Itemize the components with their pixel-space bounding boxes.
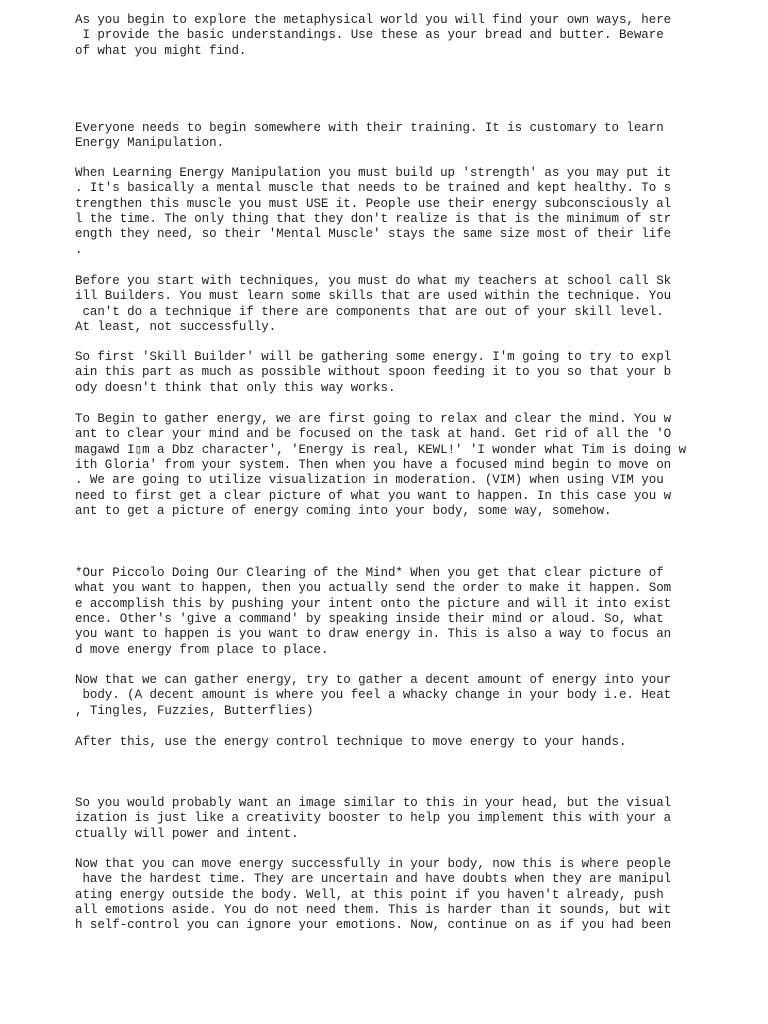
text-line: you want to happen is you want to draw energy in. This is also a way to focus an bbox=[75, 627, 672, 642]
text-line: ill Builders. You must learn some skills that are used within the technique. You bbox=[75, 289, 672, 304]
text-line: I provide the basic understandings. Use these as your bread and butter. Beware bbox=[75, 28, 664, 43]
text-line: . We are going to utilize visualization in moderation. (VIM) when using VIM you bbox=[75, 473, 664, 488]
text-line: ith Gloria' from your system. Then when you have a focused mind begin to move on bbox=[75, 458, 672, 473]
text-line: of what you might find. bbox=[75, 43, 247, 58]
text-line: have the hardest time. They are uncertain and have doubts when they are manipul bbox=[75, 872, 672, 887]
paragraph-move-to-hands bbox=[75, 735, 626, 750]
text-line: *Our Piccolo Doing Our Clearing of the Mind* When you get that clear picture of bbox=[75, 566, 664, 580]
text-line: Everyone needs to begin somewhere with their training. It is customary to learn bbox=[75, 121, 664, 135]
text-line: . It's basically a mental muscle that needs to be trained and kept healthy. To s bbox=[75, 181, 672, 196]
text-line: trengthen this muscle you must USE it. People use their energy subconsciously al bbox=[75, 196, 672, 211]
text-line: h self-control you can ignore your emotions. Now, continue on as if you had been bbox=[75, 918, 672, 933]
text-line: So you would probably want an image similar to this in your head, but the visual bbox=[75, 796, 672, 810]
text-line: Energy Manipulation. bbox=[75, 136, 225, 151]
text-line: ength they need, so their 'Mental Muscle' stays the same size most of their life bbox=[75, 227, 672, 242]
text-line: ant to clear your mind and be focused on the task at hand. Get rid of all the 'O bbox=[75, 427, 672, 442]
paragraph-visualization bbox=[75, 796, 671, 842]
text-line: d move energy from place to place. bbox=[75, 642, 329, 657]
text-line: , Tingles, Fuzzies, Butterflies) bbox=[75, 703, 314, 718]
paragraph-gather-energy bbox=[75, 412, 686, 519]
text-line: magawd I▯m a Dbz character', 'Energy is real, KEWL!' 'I wonder what Tim is doing w bbox=[75, 442, 687, 457]
paragraph-first-skill bbox=[75, 350, 671, 396]
text-line: ody doesn't think that only this way works. bbox=[75, 380, 396, 395]
paragraph-decent-amount bbox=[75, 673, 671, 719]
text-line: Now that you can move energy successfully in your body, now this is where people bbox=[75, 857, 672, 871]
text-line: . bbox=[75, 242, 83, 257]
paragraph-beginning bbox=[75, 121, 664, 152]
text-line: After this, use the energy control technique to move energy to your hands. bbox=[75, 735, 627, 749]
text-line: body. (A decent amount is where you feel a whacky change in your body i.e. Heat bbox=[75, 688, 672, 703]
text-line: As you begin to explore the metaphysical world you will find your own ways, here bbox=[75, 13, 672, 27]
text-line: So first 'Skill Builder' will be gathering some energy. I'm going to try to expl bbox=[75, 350, 672, 364]
text-line: can't do a technique if there are components that are out of your skill level. bbox=[75, 304, 664, 319]
text-line: what you want to happen, then you actually send the order to make it happen. Som bbox=[75, 581, 672, 596]
text-line: Before you start with techniques, you must do what my teachers at school call Sk bbox=[75, 274, 672, 288]
paragraph-skill-builders bbox=[75, 274, 671, 335]
text-line: ating energy outside the body. Well, at this point if you haven't already, push bbox=[75, 887, 664, 902]
paragraph-mental-muscle bbox=[75, 166, 671, 258]
paragraph-clearing-mind bbox=[75, 566, 671, 658]
paragraph-intro bbox=[75, 13, 671, 59]
text-line: e accomplish this by pushing your intent onto the picture and will it into exist bbox=[75, 596, 672, 611]
text-line: ization is just like a creativity booster to help you implement this with your a bbox=[75, 811, 672, 826]
text-line: To Begin to gather energy, we are first going to relax and clear the mind. You w bbox=[75, 412, 672, 426]
text-line: ain this part as much as possible without spoon feeding it to you so that your b bbox=[75, 365, 672, 380]
paragraph-outside-body bbox=[75, 857, 671, 934]
text-line: need to first get a clear picture of what you want to happen. In this case you w bbox=[75, 488, 672, 503]
text-line: ant to get a picture of energy coming into your body, some way, somehow. bbox=[75, 504, 612, 519]
text-line: Now that we can gather energy, try to gather a decent amount of energy into your bbox=[75, 673, 672, 687]
text-line: l the time. The only thing that they don't realize is that is the minimum of str bbox=[75, 212, 672, 227]
text-line: ence. Other's 'give a command' by speaking inside their mind or aloud. So, what bbox=[75, 612, 664, 627]
text-line: ctually will power and intent. bbox=[75, 826, 299, 841]
text-line: all emotions aside. You do not need them. This is harder than it sounds, but wit bbox=[75, 903, 672, 918]
text-line: At least, not successfully. bbox=[75, 320, 277, 335]
text-line: When Learning Energy Manipulation you must build up 'strength' as you may put it bbox=[75, 166, 672, 180]
